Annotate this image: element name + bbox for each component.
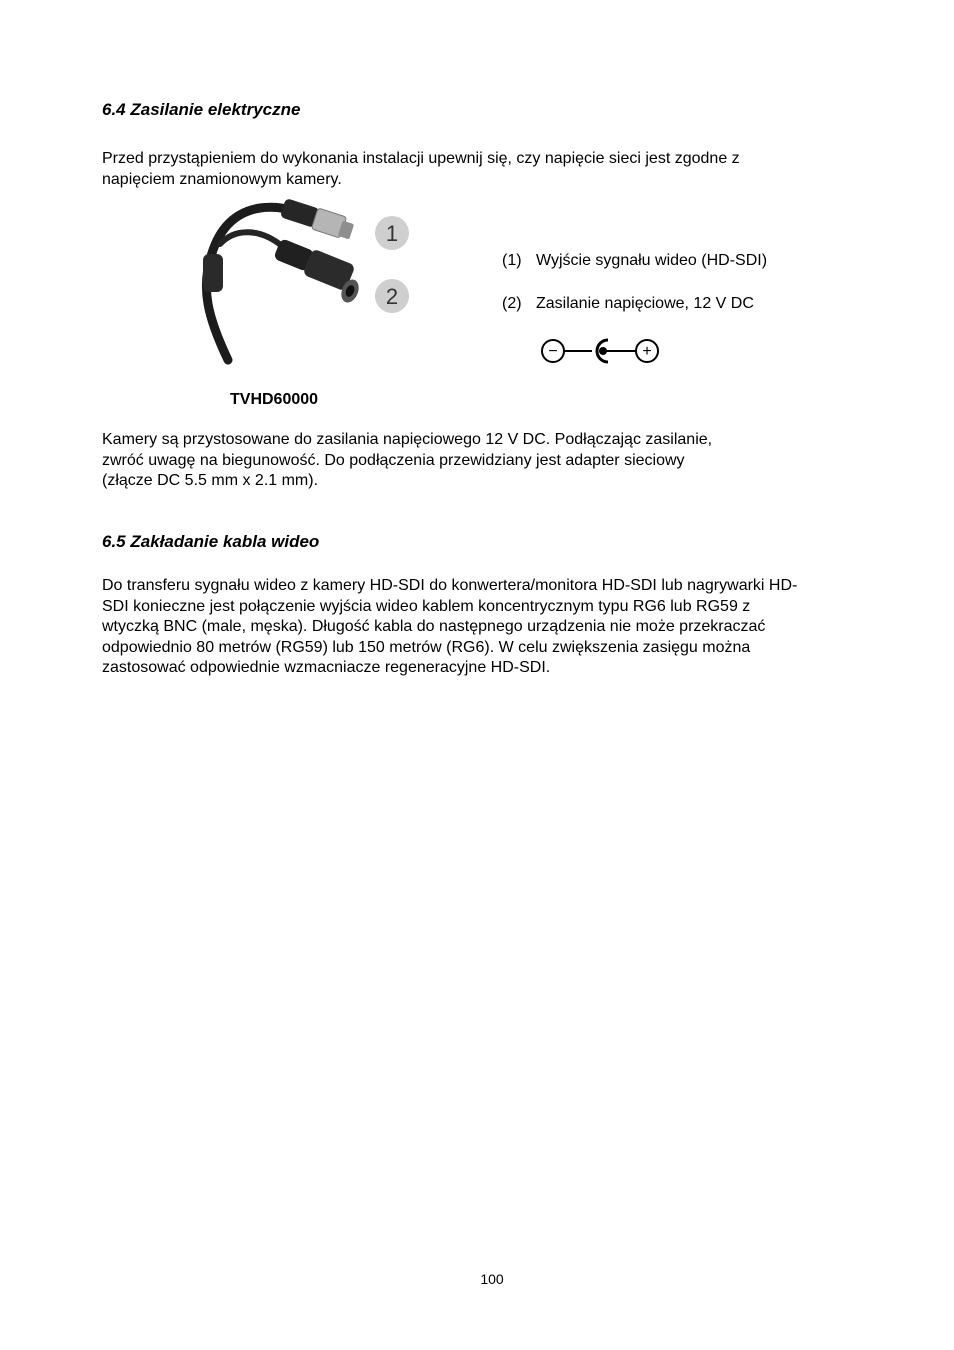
legend-text: Wyjście sygnału wideo (HD-SDI) [536, 252, 768, 269]
dc-polarity-icon [538, 336, 664, 366]
body-line: Do transferu sygnału wideo z kamery HD-SDI do konwertera/monitora HD-SDI lub nagrywarki HD- [102, 577, 798, 594]
camera-cable-figure [190, 198, 420, 370]
body-line: zwróć uwagę na biegunowość. Do podłączenia przewidziany jest adapter sieciowy [102, 451, 685, 469]
section-6-4-heading: 6.4 Zasilanie elektryczne [102, 100, 301, 119]
model-label: TVHD60000 [230, 391, 319, 408]
body-line: (złącze DC 5.5 mm x 2.1 mm). [102, 472, 319, 489]
ferrite-bead [203, 254, 223, 292]
dc-power-connector [273, 238, 362, 305]
page-number: 100 [480, 1271, 504, 1287]
body-line: odpowiednio 80 metrów (RG59) lub 150 metrów (RG6). W celu zwiększenia zasięgu można [102, 638, 751, 656]
body-line: SDI konieczne jest połączenie wyjścia wideo kablem koncentrycznym typu RG6 lub RG59 z [102, 597, 751, 615]
legend-item-2 [502, 294, 754, 314]
legend-number: (1) [502, 252, 522, 269]
legend-text: Zasilanie napięciowe, 12 V DC [536, 295, 754, 312]
body-line: wtyczką BNC (male, męska). Długość kabla do następnego urządzenia nie może przekraczać [102, 618, 766, 635]
body-line: Kamery są przystosowane do zasilania napięciowego 12 V DC. Podłączając zasilanie, [102, 431, 713, 448]
intro-line: napięciem znamionowym kamery. [102, 170, 342, 188]
body-line: zastosować odpowiednie wzmacniacze regeneracyjne HD-SDI. [102, 659, 551, 676]
bnc-connector [280, 198, 354, 239]
legend-item-1 [502, 251, 767, 271]
section-6-4-body [102, 430, 712, 492]
section-6-5-heading: 6.5 Zakładanie kabla wideo [102, 532, 320, 551]
legend-number: (2) [502, 295, 522, 312]
callout-1-label: 1 [385, 221, 399, 246]
section-6-5-body [102, 576, 797, 679]
intro-line: Przed przystąpieniem do wykonania instalacji upewnij się, czy napięcie sieci jest zgodne z [102, 150, 740, 167]
polarity-plus: + [642, 343, 652, 360]
section-6-4-intro [102, 149, 740, 190]
callout-2-label: 2 [385, 284, 399, 309]
power-branch-cable [220, 232, 282, 246]
polarity-minus: − [548, 343, 558, 360]
